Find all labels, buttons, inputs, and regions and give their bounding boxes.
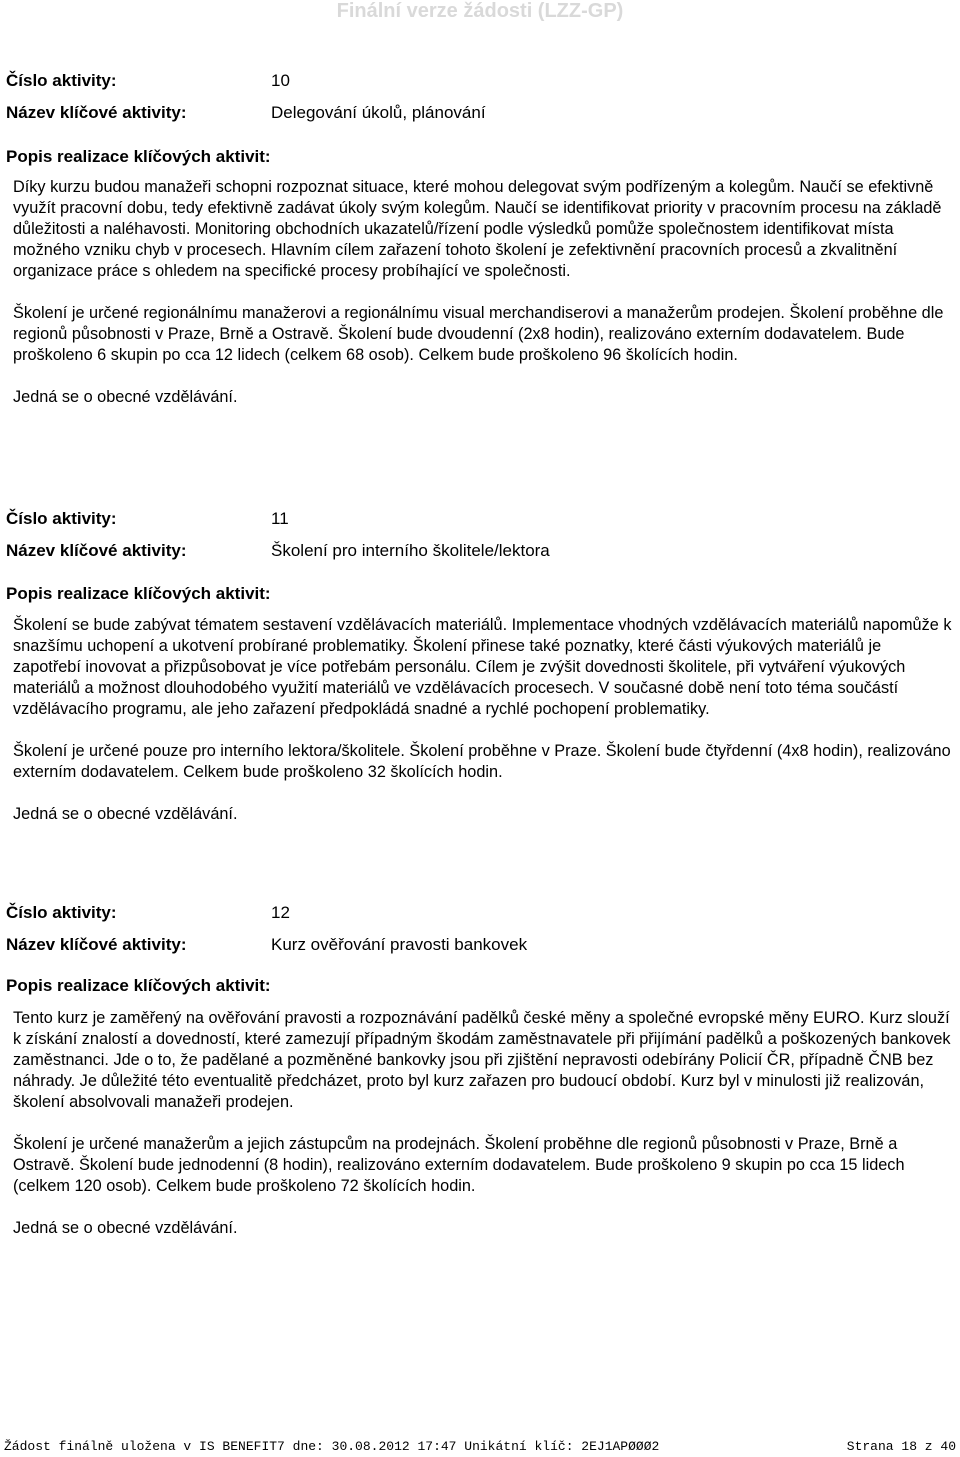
activity-number-label: Číslo aktivity: <box>6 903 117 922</box>
page-number: Strana 18 z 40 <box>846 1439 956 1454</box>
description-paragraph: Školení je určené regionálnímu manažerovi a regionálnímu visual merchandiserovi a manažerům prodejen. Školení proběhne dle regionů působnosti v Praze, Brně a Ostravě. Školení bude dvoudenní (2x8 hodin), realizováno externím dodavatelem. Bude proškoleno 6 skupin po cca 12 lidech (celkem 68 osob). Celkem bude proškoleno 96 školících hodin. <box>13 304 944 364</box>
activity-description <box>13 177 953 408</box>
description-paragraph: Jedná se o obecné vzdělávání. <box>13 805 238 823</box>
activity-number-label: Číslo aktivity: <box>6 509 117 528</box>
description-paragraph: Školení je určené pouze pro interního lektora/školitele. Školení proběhne v Praze. Školení bude čtyřdenní (4x8 hodin), realizováno externím dodavatelem. Celkem bude proškoleno 32 školících hodin. <box>13 742 951 781</box>
activity-description <box>13 615 953 825</box>
activity-name-value: Kurz ověřování pravosti bankovek <box>271 935 528 954</box>
activity-number-label: Číslo aktivity: <box>6 71 117 90</box>
footer-save-info: Žádost finálně uložena v IS BENEFIT7 dne: 30.08.2012 17:47 Unikátní klíč: 2EJ1APØØØ2 <box>4 1439 660 1454</box>
activity-name-label: Název klíčové aktivity: <box>6 541 187 560</box>
description-label: Popis realizace klíčových aktivit: <box>6 976 271 995</box>
activity-number-row <box>6 71 290 91</box>
page-header: Finální verze žádosti (LZZ-GP) <box>336 0 624 22</box>
description-paragraph: Tento kurz je zaměřený na ověřování pravosti a rozpoznávání padělků české měny a společné evropské měny EURO. Kurz slouží k získání znalostí a dovedností, které zamezují případným škodám zaměstnavatele při přijímání padělků a poškozených bankovek zaměstnanci. Jde o to, že padělané a pozměněné bankovky jsou při zjištění nepravosti odebírány Policií ČR, případně ČNB bez náhrady. Je důležité této eventualitě předcházet, proto byl kurz zařazen pro budoucí období. Kurz byl v minulosti již realizován, školení absolvovali manažeři prodejen. <box>13 1009 951 1111</box>
description-label: Popis realizace klíčových aktivit: <box>6 584 271 603</box>
activity-name-label: Název klíčové aktivity: <box>6 103 187 122</box>
description-label: Popis realizace klíčových aktivit: <box>6 147 271 166</box>
activity-name-label: Název klíčové aktivity: <box>6 935 187 954</box>
activity-number-row <box>6 903 290 923</box>
description-paragraph: Školení se bude zabývat tématem sestavení vzdělávacích materiálů. Implementace vhodných vzdělávacích materiálů napomůže k snazšímu uchopení a ukotvení probírané problematiky. Školení přinese také poznatky, které části výukových materiálů je zapotřebí inovovat a přizpůsobovat je více potřebám personálu. Cílem je zvýšit dovednosti školitele, při vytváření výukových materiálů a možnost dlouhodobého využití materiálů ve vzdělávacích procesech. V současné době není toto téma součástí vzdělávacího programu, ale jeho zařazení předpokládá snadné a rychlé pochopení problematiky. <box>13 616 952 718</box>
activity-name-row <box>6 541 550 561</box>
activity-name-row <box>6 103 486 123</box>
description-paragraph: Školení je určené manažerům a jejich zástupcům na prodejnách. Školení proběhne dle regionů působnosti v Praze, Brně a Ostravě. Školení bude jednodenní (8 hodin), realizováno externím dodavatelem. Bude proškoleno 9 skupin po cca 15 lidech (celkem 120 osob). Celkem bude proškoleno 72 školících hodin. <box>13 1135 905 1195</box>
description-paragraph: Jedná se o obecné vzdělávání. <box>13 388 238 406</box>
activity-name-row <box>6 935 528 955</box>
activity-description <box>13 1008 953 1239</box>
activity-number-value: 12 <box>271 903 290 922</box>
activity-name-value: Školení pro interního školitele/lektora <box>271 541 550 560</box>
activity-number-value: 10 <box>271 71 290 90</box>
activity-number-value: 11 <box>271 509 289 528</box>
description-paragraph: Díky kurzu budou manažeři schopni rozpoznat situace, které mohou delegovat svým podřízeným a kolegům. Naučí se efektivně využít pracovní dobu, tedy efektivně zadávat úkoly svým kolegům. Naučí se identifikovat priority v pracovním procesu na základě důležitosti a naléhavosti. Monitoring obchodních ukazatelů/řízení podle výsledků pomůže společnostem identifikovat místa možného vzniku chyb v procesech. Hlavním cílem zařazení tohoto školení je zefektivnění pracovních procesů a zkvalitnění organizace práce s ohledem na specifické procesy probíhající ve společnosti. <box>13 178 942 280</box>
description-paragraph: Jedná se o obecné vzdělávání. <box>13 1219 238 1237</box>
activity-name-value: Delegování úkolů, plánování <box>271 103 486 122</box>
activity-number-row <box>6 509 289 529</box>
